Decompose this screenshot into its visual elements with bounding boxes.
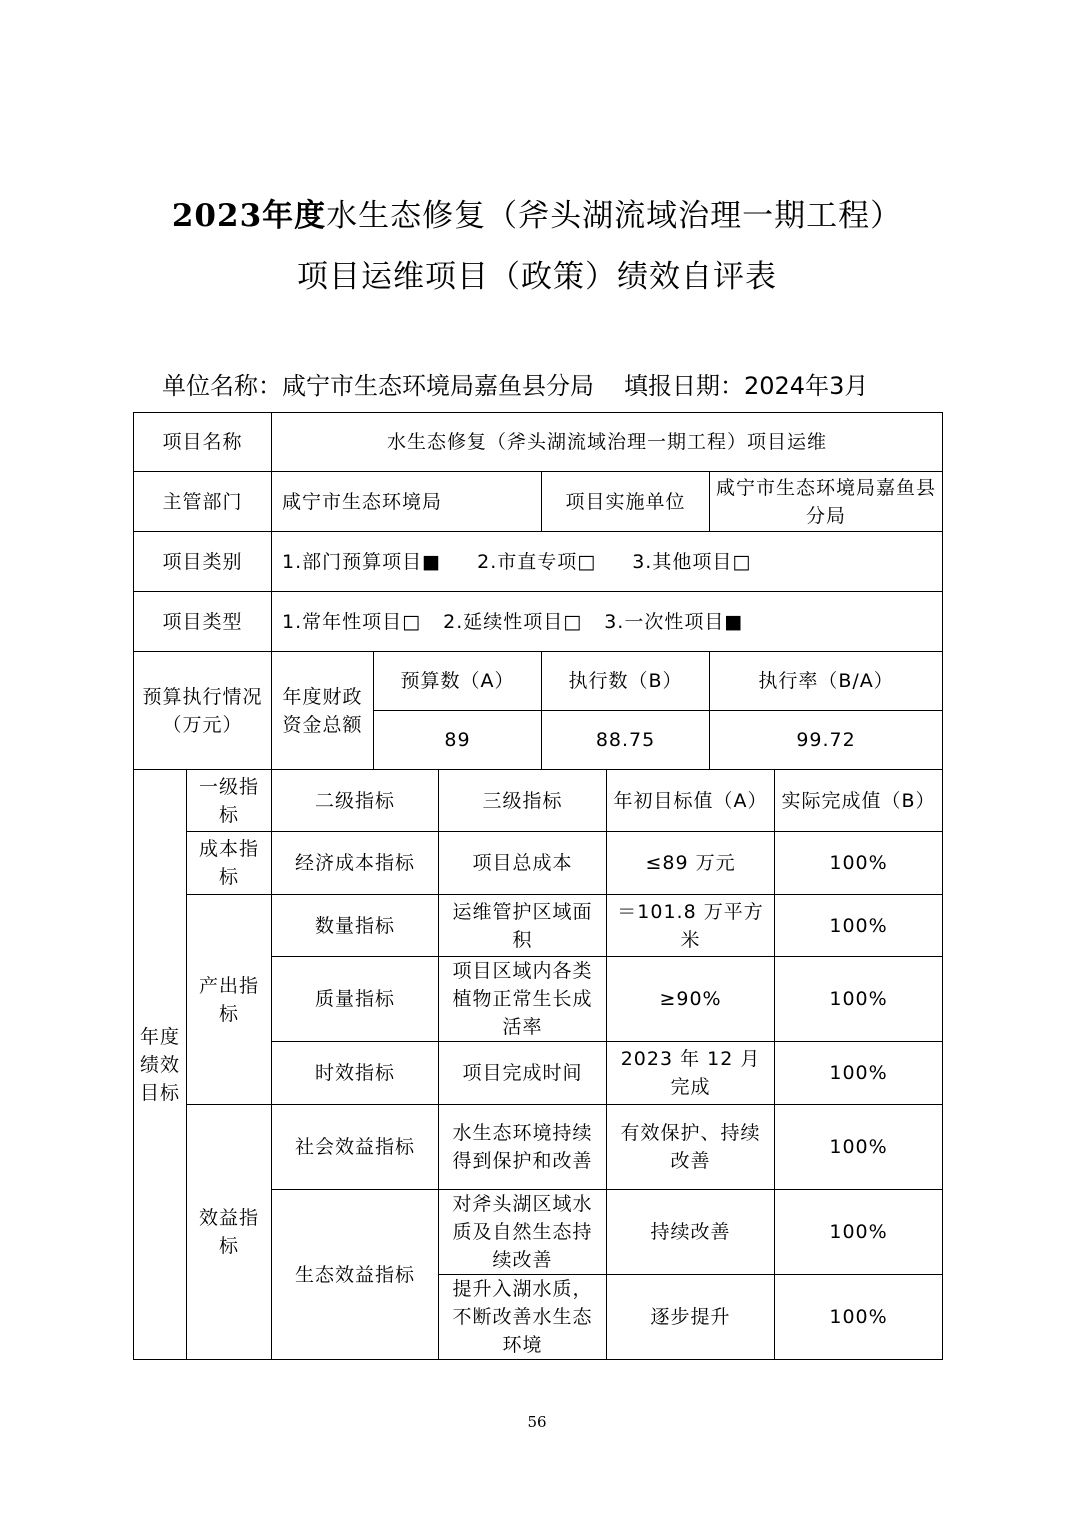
row-category (134, 532, 943, 592)
type-option-3: 3.一次性项目■ (604, 610, 744, 633)
type-label: 项目类型 (134, 592, 272, 652)
unit-value: 咸宁市生态环境局嘉鱼县分局 (282, 372, 594, 400)
target-cell: ≥90% (607, 957, 775, 1042)
row-project-name (134, 413, 943, 472)
group-output: 产出指标 (187, 895, 272, 1105)
budget-rate: 99.72 (710, 711, 943, 770)
row-type (134, 592, 943, 652)
level3-cell: 运维管护区域面积 (439, 895, 607, 957)
level3-cell: 水生态环境持续得到保护和改善 (439, 1105, 607, 1190)
category-label: 项目类别 (134, 532, 272, 592)
target-cell: 有效保护、持续改善 (607, 1105, 775, 1190)
level3-cell: 项目总成本 (439, 832, 607, 895)
impl-unit-value: 咸宁市生态环境局嘉鱼县分局 (710, 472, 943, 532)
category-option-1: 1.部门预算项目■ (282, 550, 442, 573)
table-row (134, 895, 943, 957)
form-meta (162, 366, 868, 401)
col-level3: 三级指标 (439, 770, 607, 832)
budget-head-a: 预算数（A） (374, 652, 542, 711)
level2-cell: 社会效益指标 (272, 1105, 439, 1190)
col-level1: 一级指标 (187, 770, 272, 832)
budget-head-rate: 执行率（B/A） (710, 652, 943, 711)
type-options (272, 592, 943, 652)
level3-cell: 项目完成时间 (439, 1042, 607, 1105)
level3-cell: 项目区域内各类植物正常生长成活率 (439, 957, 607, 1042)
level3-cell: 提升入湖水质，不断改善水生态环境 (439, 1275, 607, 1360)
unit-label: 单位名称： (162, 372, 282, 400)
title-main: 水生态修复（斧头湖流域治理一期工程） (326, 198, 903, 234)
col-level2: 二级指标 (272, 770, 439, 832)
actual-cell: 100% (775, 1275, 943, 1360)
category-option-2: 2.市直专项□ (477, 550, 597, 573)
category-option-3: 3.其他项目□ (632, 550, 752, 573)
perf-label: 年度绩效目标 (134, 770, 187, 1360)
col-actual: 实际完成值（B） (775, 770, 943, 832)
budget-head-b: 执行数（B） (542, 652, 710, 711)
impl-unit-label: 项目实施单位 (542, 472, 710, 532)
target-cell: 2023 年 12 月完成 (607, 1042, 775, 1105)
actual-cell: 100% (775, 1042, 943, 1105)
level2-cell: 数量指标 (272, 895, 439, 957)
budget-a: 89 (374, 711, 542, 770)
target-cell: ＝101.8 万平方米 (607, 895, 775, 957)
type-option-1: 1.常年性项目□ (282, 610, 422, 633)
target-cell: 逐步提升 (607, 1275, 775, 1360)
target-cell: ≤89 万元 (607, 832, 775, 895)
budget-b: 88.75 (542, 711, 710, 770)
performance-table (133, 412, 943, 1360)
date-value: 2024年3月 (744, 372, 869, 400)
category-options (272, 532, 943, 592)
project-name-label: 项目名称 (134, 413, 272, 472)
fund-total-label: 年度财政资金总额 (272, 652, 374, 770)
group-benefit: 效益指标 (187, 1105, 272, 1360)
date-label: 填报日期： (624, 372, 744, 400)
level2-cell: 生态效益指标 (272, 1190, 439, 1360)
dept-value: 咸宁市生态环境局 (272, 472, 542, 532)
actual-cell: 100% (775, 1190, 943, 1275)
project-name-value: 水生态修复（斧头湖流域治理一期工程）项目运维 (272, 413, 943, 472)
page-title-line2: 项目运维项目（政策）绩效自评表 (297, 259, 777, 295)
row-indicator-head (134, 770, 943, 832)
table-row (134, 1105, 943, 1190)
target-cell: 持续改善 (607, 1190, 775, 1275)
title-year: 2023年度 (171, 198, 327, 234)
page-title-line1 (0, 190, 1074, 235)
dept-label: 主管部门 (134, 472, 272, 532)
level2-cell: 质量指标 (272, 957, 439, 1042)
actual-cell: 100% (775, 1105, 943, 1190)
page-number: 56 (527, 1413, 547, 1431)
actual-cell: 100% (775, 832, 943, 895)
col-target: 年初目标值（A） (607, 770, 775, 832)
row-department (134, 472, 943, 532)
level2-cell: 经济成本指标 (272, 832, 439, 895)
actual-cell: 100% (775, 895, 943, 957)
level3-cell: 对斧头湖区域水质及自然生态持续改善 (439, 1190, 607, 1275)
budget-label: 预算执行情况（万元） (134, 652, 272, 770)
level2-cell: 时效指标 (272, 1042, 439, 1105)
actual-cell: 100% (775, 957, 943, 1042)
type-option-2: 2.延续性项目□ (443, 610, 583, 633)
group-cost: 成本指标 (187, 832, 272, 895)
table-row (134, 832, 943, 895)
row-budget-head (134, 652, 943, 711)
